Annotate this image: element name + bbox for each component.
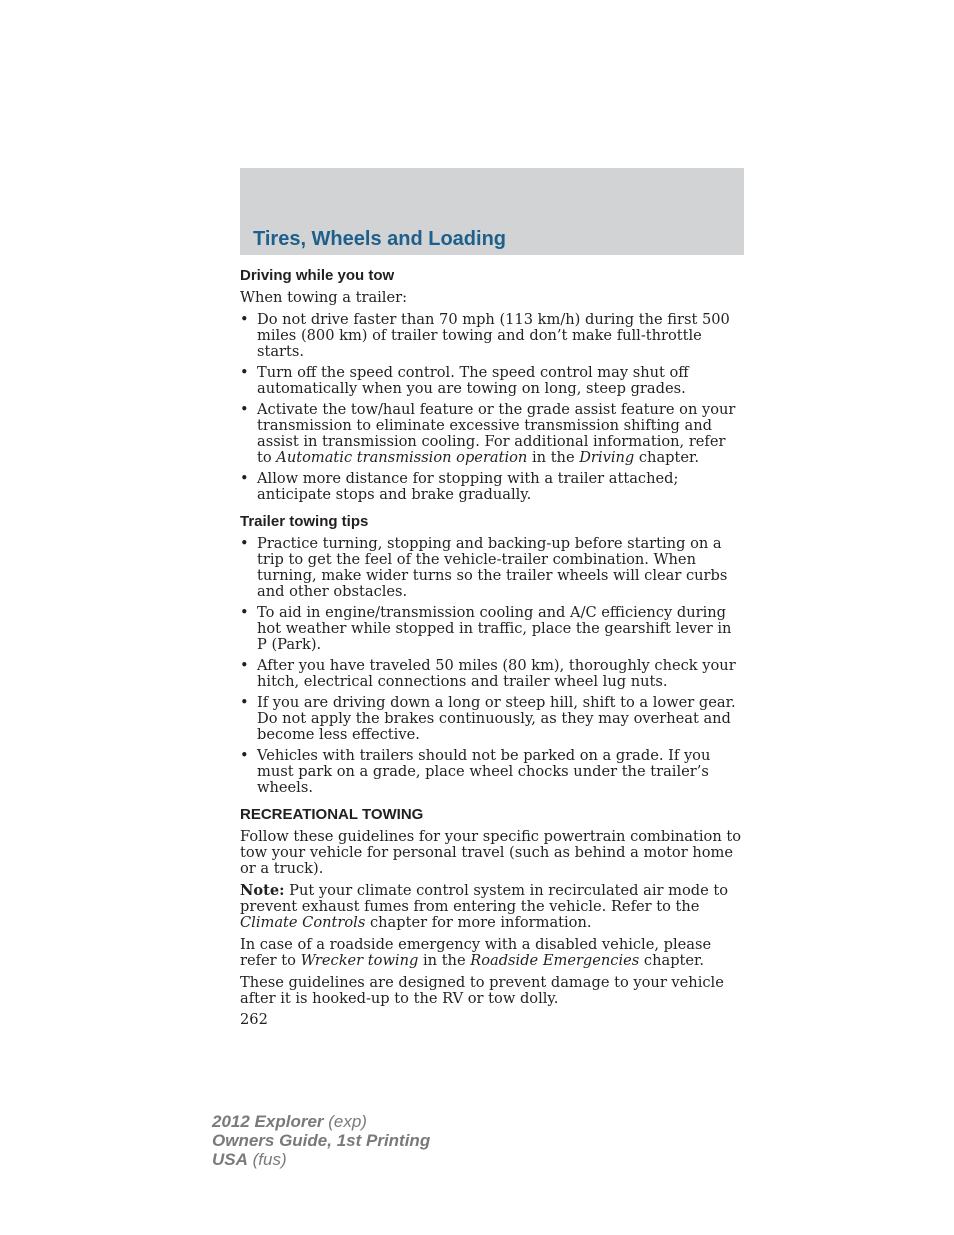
- cross-reference: Climate Controls: [240, 914, 366, 931]
- footer-model: 2012 Explorer: [212, 1112, 324, 1131]
- list-item-text: Activate the tow/haul feature or the grade assist feature on your transmission to eliminate excessive transmission shifting and assist in transmission cooling. For additional information, refer to: [257, 401, 736, 466]
- list-item-text: Practice turning, stopping and backing-up before starting on a trip to get the feel of the vehicle-trailer combination. When turning, make wider turns so the trailer wheels will clear curbs and other obstacles.: [257, 535, 728, 600]
- paragraph: These guidelines are designed to prevent damage to your vehicle after it is hooked-up to the RV or tow dolly.: [240, 974, 724, 1007]
- bullet-glyph: •: [240, 364, 249, 381]
- note-paragraph: [240, 883, 744, 931]
- cross-reference: Driving: [579, 449, 635, 466]
- bullet-glyph: •: [240, 470, 249, 487]
- bullet-glyph: •: [240, 311, 249, 328]
- list-item: [240, 605, 744, 653]
- list-item: [240, 312, 744, 360]
- paragraph-text: Put your climate control system in recirculated air mode to prevent exhaust fumes from entering the vehicle. Refer to the: [240, 882, 729, 915]
- chapter-header-band: [240, 168, 744, 255]
- paragraph-text: in the: [418, 952, 471, 969]
- list-item-text: Turn off the speed control. The speed control may shut off automatically when you are towing on long, steep grades.: [257, 364, 689, 397]
- driving-bullet-list: [240, 312, 744, 503]
- list-item-text: in the: [527, 449, 580, 466]
- bullet-glyph: •: [240, 401, 249, 418]
- footer-code: (exp): [323, 1112, 367, 1131]
- section-heading-tips: Trailer towing tips: [240, 513, 369, 530]
- paragraph: [240, 937, 744, 969]
- footer-market: USA: [212, 1150, 248, 1169]
- driving-intro: When towing a trailer:: [240, 289, 408, 306]
- document-footer: [212, 1112, 430, 1169]
- list-item: [240, 658, 744, 690]
- note-label: Note:: [240, 882, 285, 899]
- list-item: [240, 695, 744, 743]
- page-content: [240, 267, 744, 1028]
- section-heading-recreational: RECREATIONAL TOWING: [240, 806, 424, 823]
- paragraph-text: In case of a roadside emergency with a disabled vehicle, please refer to: [240, 936, 712, 969]
- footer-line: [212, 1131, 430, 1150]
- list-item-text: After you have traveled 50 miles (80 km), thoroughly check your hitch, electrical connections and trailer wheel lug nuts.: [257, 657, 736, 690]
- bullet-glyph: •: [240, 657, 249, 674]
- list-item: [240, 748, 744, 796]
- list-item-text: Do not drive faster than 70 mph (113 km/h) during the first 500 miles (800 km) of trailer towing and don’t make full-throttle starts.: [257, 311, 730, 360]
- list-item-text: chapter.: [634, 449, 700, 466]
- footer-code: (fus): [247, 1150, 287, 1169]
- tips-bullet-list: [240, 536, 744, 796]
- bullet-glyph: •: [240, 694, 249, 711]
- paragraph-text: chapter for more information.: [365, 914, 592, 931]
- footer-line: [212, 1112, 430, 1131]
- chapter-title: Tires, Wheels and Loading: [253, 228, 507, 250]
- bullet-glyph: •: [240, 604, 249, 621]
- list-item-text: Allow more distance for stopping with a trailer attached; anticipate stops and brake gradually.: [257, 470, 679, 503]
- section-heading-driving: Driving while you tow: [240, 267, 395, 284]
- list-item-text: If you are driving down a long or steep hill, shift to a lower gear. Do not apply the brakes continuously, as they may overheat and become less effective.: [257, 694, 736, 743]
- list-item: [240, 365, 744, 397]
- footer-edition: Owners Guide, 1st Printing: [212, 1131, 431, 1150]
- cross-reference: Wrecker towing: [300, 952, 419, 969]
- list-item-text: To aid in engine/transmission cooling and A/C efficiency during hot weather while stopped in traffic, place the gearshift lever in P (Park).: [257, 604, 732, 653]
- bullet-glyph: •: [240, 535, 249, 552]
- cross-reference: Automatic transmission operation: [276, 449, 528, 466]
- list-item-text: Vehicles with trailers should not be parked on a grade. If you must park on a grade, place wheel chocks under the trailer’s wheels.: [257, 747, 711, 796]
- page-number: 262: [240, 1011, 268, 1028]
- list-item: [240, 536, 744, 600]
- list-item: [240, 402, 744, 466]
- paragraph: Follow these guidelines for your specific powertrain combination to tow your vehicle for personal travel (such as behind a motor home or a truck).: [240, 828, 742, 877]
- footer-line: [212, 1150, 430, 1169]
- paragraph-text: chapter.: [639, 952, 705, 969]
- cross-reference: Roadside Emergencies: [470, 952, 640, 969]
- list-item: [240, 471, 744, 503]
- bullet-glyph: •: [240, 747, 249, 764]
